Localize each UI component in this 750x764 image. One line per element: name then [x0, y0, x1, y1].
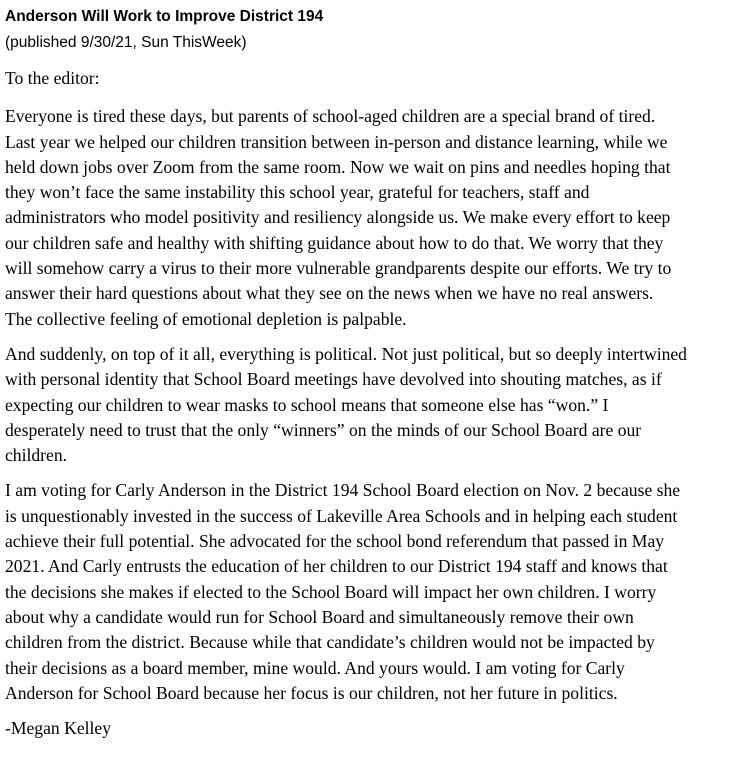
paragraph-line: held down jobs over Zoom from the same room. Now we wait on pins and needles hoping that [5, 156, 671, 177]
paragraph-line: the decisions she makes if elected to the School Board will impact her own children. I worry [5, 581, 657, 602]
paragraph-line: is unquestionably invested in the success of Lakeville Area Schools and in helping each student [5, 505, 678, 526]
paragraph-line: about why a candidate would run for School Board and simultaneously remove their own [5, 606, 634, 627]
paragraph-line: 2021. And Carly entrusts the education of her children to our District 194 staff and knows that [5, 556, 668, 577]
paragraph-line: I am voting for Carly Anderson in the District 194 School Board election on Nov. 2 because she [5, 480, 681, 501]
signature: -Megan Kelley [5, 718, 112, 739]
letter-title: Anderson Will Work to Improve District 194 [5, 8, 324, 25]
document-page [5, 4, 747, 751]
paragraph-2 [5, 342, 747, 468]
publication-info: (published 9/30/21, Sun ThisWeek) [5, 34, 247, 51]
paragraph-3 [5, 478, 747, 706]
paragraph-line: Anderson for School Board because her focus is our children, not her future in politics. [5, 682, 618, 703]
paragraph-line: The collective feeling of emotional depletion is palpable. [5, 308, 407, 329]
paragraph-line: children. [5, 445, 68, 466]
paragraph-line: their decisions as a board member, mine would. And yours would. I am voting for Carly [5, 657, 625, 678]
paragraph-line: Everyone is tired these days, but parents of school-aged children are a special brand of tired. [5, 106, 656, 127]
paragraph-line: Last year we helped our children transition between in-person and distance learning, while we [5, 131, 668, 152]
paragraph-line: desperately need to trust that the only “winners” on the minds of our School Board are our [5, 419, 642, 440]
paragraph-line: expecting our children to wear masks to school means that someone else has “won.” I [5, 394, 609, 415]
paragraph-line: with personal identity that School Board meetings have devolved into shouting matches, as if [5, 369, 662, 390]
salutation: To the editor: [5, 68, 100, 88]
paragraph-line: achieve their full potential. She advocated for the school bond referendum that passed in May [5, 531, 665, 552]
paragraph-line: children from the district. Because while that candidate’s children would not be impacted by [5, 632, 655, 653]
paragraph-line: they won’t face the same instability this school year, grateful for teachers, staff and [5, 182, 590, 203]
paragraph-1 [5, 104, 747, 332]
paragraph-line: our children safe and healthy with shifting guidance about how to do that. We worry that they [5, 232, 664, 253]
paragraph-line: will somehow carry a virus to their more vulnerable grandparents despite our efforts. We try to [5, 258, 672, 279]
paragraph-line: answer their hard questions about what they see on the news when we have no real answers. [5, 283, 654, 304]
paragraph-line: administrators who model positivity and resiliency alongside us. We make every effort to keep [5, 207, 671, 228]
paragraph-line: And suddenly, on top of it all, everything is political. Not just political, but so deeply intertwined [5, 343, 687, 364]
